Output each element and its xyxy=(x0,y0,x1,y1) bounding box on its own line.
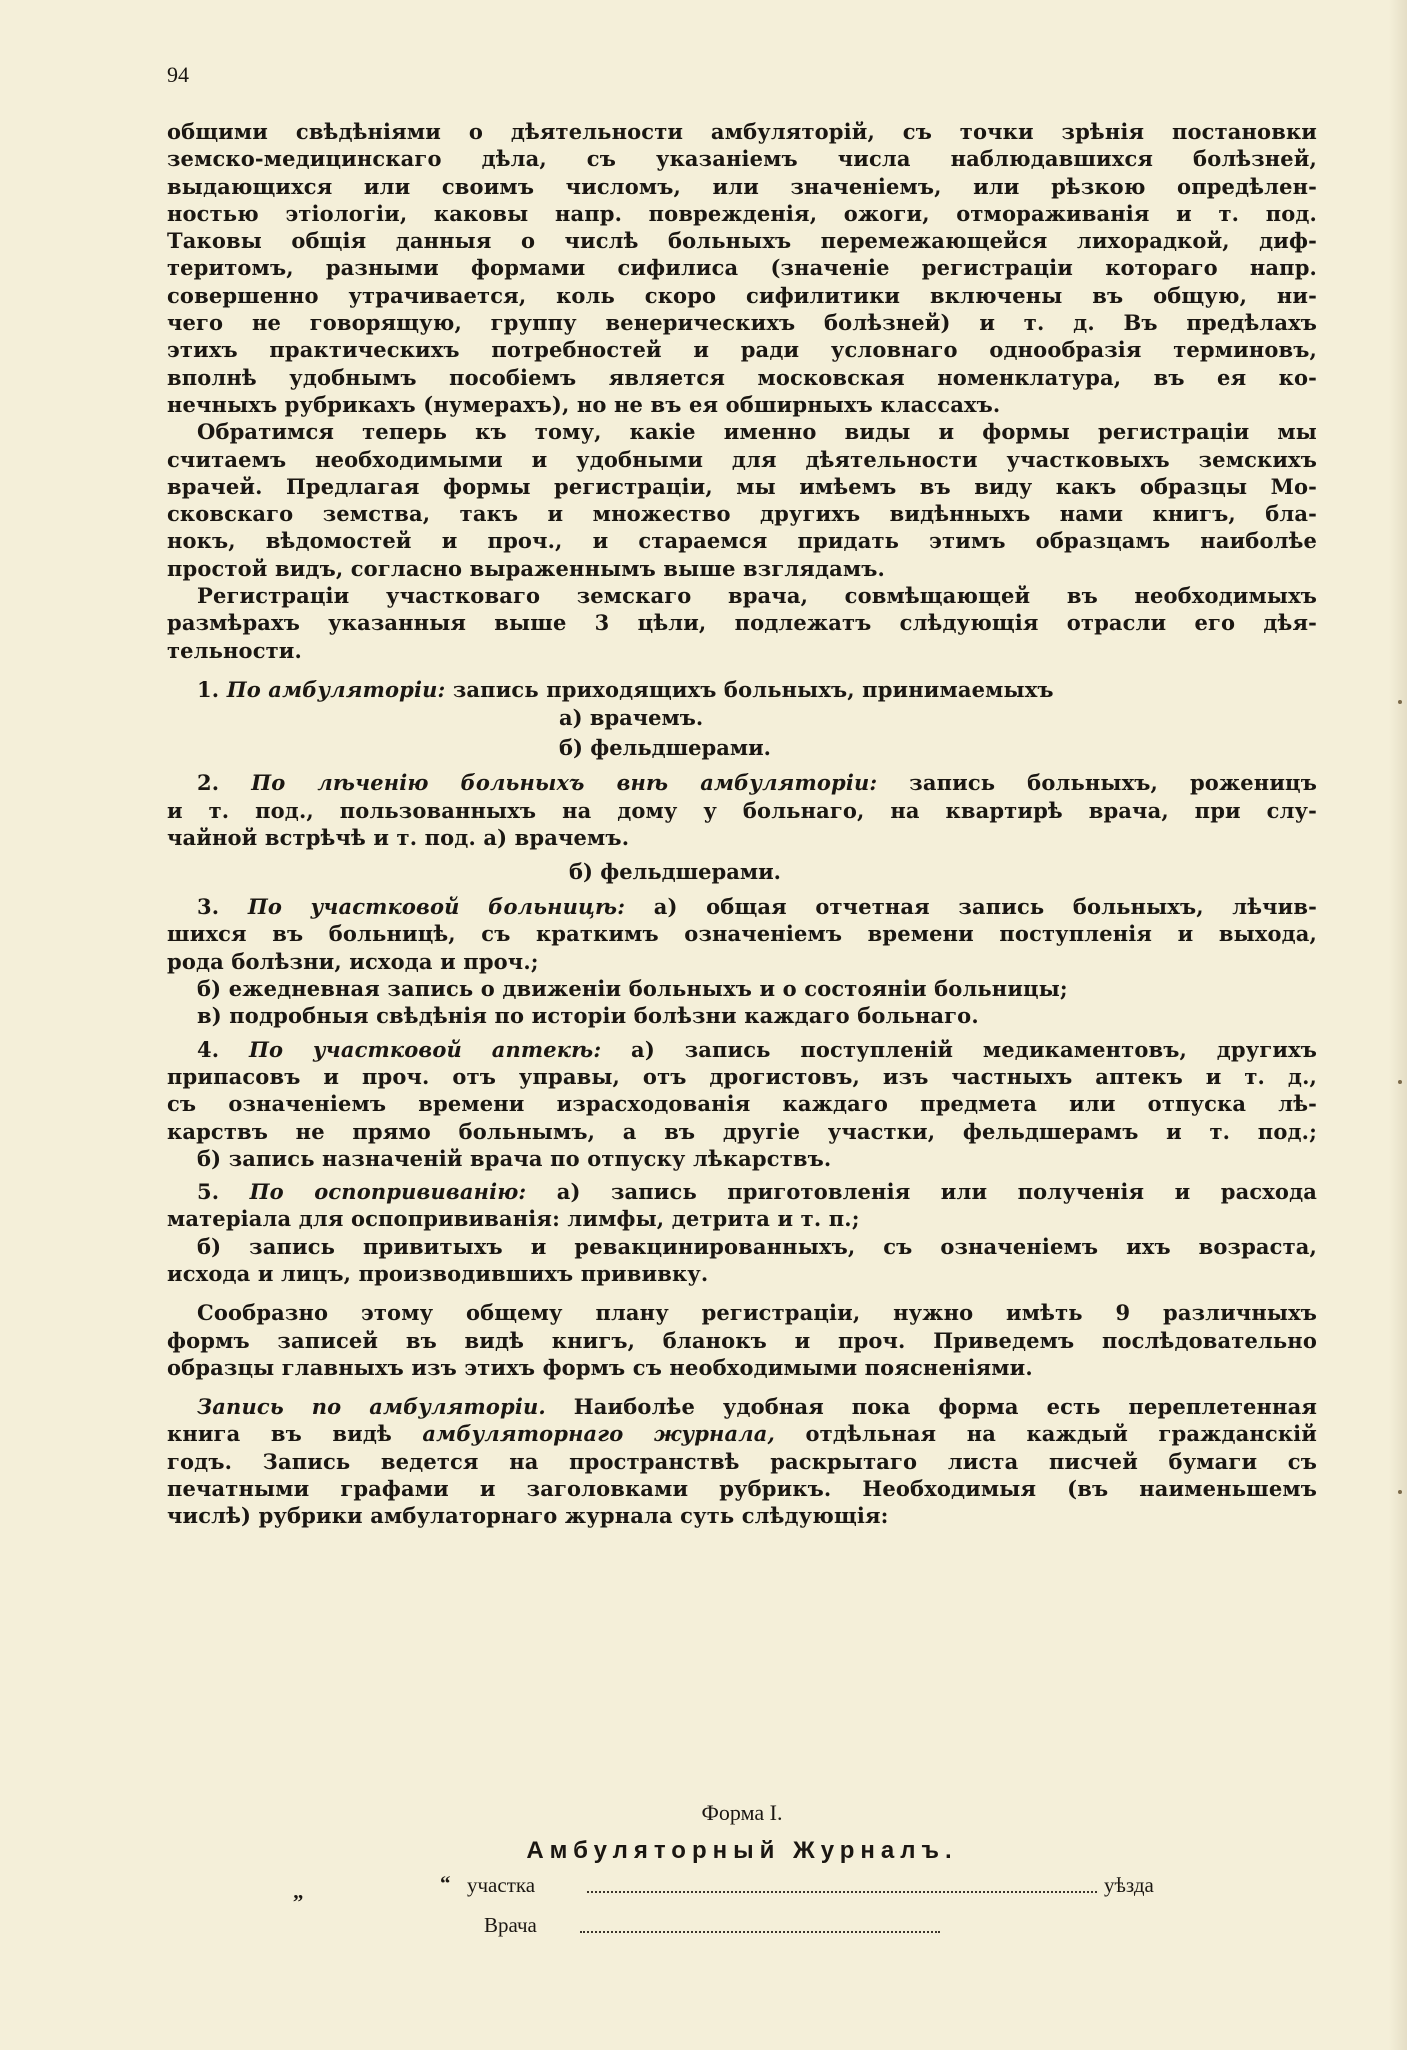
text-line: вполнѣ удобнымъ пособіемъ является московская номенклатура, въ ея ко- xyxy=(167,364,1317,390)
paragraph-3 xyxy=(167,582,1317,664)
item-title: По участковой больницѣ: xyxy=(247,894,626,920)
text-run: Наиболѣе удобная пока форма есть переплетенная xyxy=(545,1394,1317,1420)
text-line: шихся въ больницѣ, съ краткимъ означеніемъ времени поступленія и выхода, xyxy=(167,921,1317,947)
paragraph-4 xyxy=(167,1299,1317,1381)
doctor-dotted-line xyxy=(580,1931,940,1933)
list-item-2 xyxy=(167,769,1317,887)
text-line: считаемъ необходимыми и удобными для дѣятельности участковыхъ земскихъ xyxy=(167,446,1317,472)
text-line xyxy=(167,676,1317,703)
text-line: земско-медицинскаго дѣла, съ указаніемъ числа наблюдавшихся болѣзней, xyxy=(167,146,1317,172)
text-line: сковскаго земства, такъ и множество другихъ видѣнныхъ нами книгъ, бла- xyxy=(167,501,1317,527)
text-line: Обратимся теперь къ тому, какіе именно виды и формы регистраціи мы xyxy=(197,419,1317,445)
text-line: образцы главныхъ изъ этихъ формъ съ необходимыми поясненіями. xyxy=(167,1354,1033,1380)
text-line: выдающихся или своимъ числомъ, или значеніемъ, или рѣзкою опредѣлен- xyxy=(167,173,1317,199)
item-number: 3. xyxy=(197,894,220,920)
text-line: и т. под., пользованныхъ на дому у больнаго, на квартирѣ врача, при слу- xyxy=(167,797,1317,823)
text-line xyxy=(167,1420,1317,1447)
doctor-field-row xyxy=(167,1911,1317,1951)
text-line: теритомъ, разными формами сифилиса (значеніе регистраціи котораго напр. xyxy=(167,255,1317,281)
sub-item-b: б) запись привитыхъ и ревакцинированныхъ, съ означеніемъ ихъ возраста, xyxy=(197,1233,1317,1259)
text-line: годъ. Запись ведется на пространствѣ раскрытаго листа писчей бумаги съ xyxy=(167,1448,1317,1474)
text-line: исхода и лицъ, производившихъ прививку. xyxy=(167,1260,709,1286)
scan-speck xyxy=(1398,700,1402,704)
form-title: Форма I. xyxy=(701,1800,783,1825)
text-run: отдѣльная на каждый гражданскій xyxy=(774,1421,1317,1447)
sub-item-b: б) фельдшерами. xyxy=(569,859,781,885)
text-line xyxy=(167,1393,1317,1420)
form-template xyxy=(167,1795,1317,1951)
text-line: печатными графами и заголовками рубрикъ. Необходимыя (въ наименьшемъ xyxy=(167,1476,1317,1502)
item-text: а) общая отчетная запись больныхъ, лѣчив- xyxy=(625,894,1317,920)
uezd-label: уѣзда xyxy=(1104,1873,1154,1897)
sub-item-a: а) врачемъ. xyxy=(559,705,704,731)
item-number: 1. xyxy=(197,676,220,702)
text-line: простой видъ, согласно выраженнымъ выше взглядамъ. xyxy=(167,555,885,581)
paragraph-5 xyxy=(167,1393,1317,1529)
sub-item-b: б) запись назначеній врача по отпуску лѣкарствъ. xyxy=(197,1145,832,1171)
text-line: чайной встрѣчѣ и т. под. а) врачемъ. xyxy=(167,824,630,850)
journal-title: Амбуляторный Журналъ. xyxy=(526,1837,958,1864)
text-line xyxy=(167,769,1317,796)
item-number: 5. xyxy=(197,1179,220,1205)
page-number: 94 xyxy=(167,62,189,87)
text-line: нечныхъ рубрикахъ (нумерахъ), но не въ ея обширныхъ классахъ. xyxy=(167,391,1001,417)
text-line: тельности. xyxy=(167,637,302,663)
item-number: 4. xyxy=(197,1036,220,1062)
text-line xyxy=(167,1178,1317,1205)
list-item-1 xyxy=(167,676,1317,763)
text-line: ностью этіологіи, каковы напр. поврежденія, ожоги, отмораживанія и т. под. xyxy=(167,200,1317,226)
item-title: По лѣченію больныхъ внѣ амбуляторіи: xyxy=(251,770,878,796)
text-line: съ означеніемъ времени израсходованія каждаго предмета или отпуска лѣ- xyxy=(167,1091,1317,1117)
item-title: По оспопрививанію: xyxy=(249,1179,527,1205)
sub-item-b: б) ежедневная запись о движеніи больныхъ и о состояніи больницы; xyxy=(197,976,1068,1002)
doctor-label: Врача xyxy=(484,1913,537,1937)
text-line: припасовъ и проч. отъ управы, отъ дрогистовъ, изъ частныхъ аптекъ и т. д., xyxy=(167,1063,1317,1089)
paragraph-2 xyxy=(167,418,1317,582)
text-line: врачей. Предлагая формы регистраціи, мы имѣемъ въ виду какъ образцы Мо- xyxy=(167,473,1317,499)
text-line: числѣ) рубрики амбулаторнаго журнала суть слѣдующія: xyxy=(167,1503,889,1529)
text-line: этихъ практическихъ потребностей и ради условнаго однообразія терминовъ, xyxy=(167,337,1317,363)
page-edge-shadow xyxy=(1389,0,1407,2050)
open-quote: „ xyxy=(293,1879,304,1903)
emphasis-text: амбуляторнаго журнала, xyxy=(422,1421,775,1447)
district-dotted-line xyxy=(587,1891,1097,1893)
item-number: 2. xyxy=(197,770,220,796)
paragraph-1 xyxy=(167,118,1317,418)
item-title: По участковой аптекѣ: xyxy=(249,1036,602,1062)
sub-item-b: б) фельдшерами. xyxy=(559,735,771,761)
text-line xyxy=(167,1036,1317,1063)
item-text: а) запись поступленій медикаментовъ, другихъ xyxy=(601,1036,1317,1062)
text-line: общими свѣдѣніями о дѣятельности амбуляторій, съ точки зрѣнія постановки xyxy=(167,119,1317,144)
text-line: размѣрахъ указанныя выше 3 цѣли, подлежатъ слѣдующія отрасли его дѣя- xyxy=(167,610,1317,636)
item-text: запись больныхъ, роженицъ xyxy=(877,770,1317,796)
text-line: чего не говорящую, группу венерическихъ болѣзней) и т. д. Въ предѣлахъ xyxy=(167,310,1317,336)
body-text xyxy=(167,118,1317,1530)
list-item-4 xyxy=(167,1036,1317,1172)
text-line: Таковы общія данныя о числѣ больныхъ перемежающейся лихорадкой, диф- xyxy=(167,228,1317,254)
text-line xyxy=(167,893,1317,920)
item-text: а) запись приготовленія или полученія и расхода xyxy=(526,1179,1317,1205)
district-field-row xyxy=(167,1871,1317,1911)
district-label: участка xyxy=(467,1873,536,1897)
section-title: Запись по амбуляторіи. xyxy=(197,1394,546,1420)
text-line: совершенно утрачивается, коль скоро сифилитики включены въ общую, ни- xyxy=(167,282,1317,308)
scan-speck xyxy=(1398,1490,1402,1494)
item-title: По амбуляторіи: xyxy=(226,676,446,702)
scan-speck xyxy=(1398,1080,1402,1084)
list-item-5 xyxy=(167,1178,1317,1287)
item-text: запись приходящихъ больныхъ, принимаемыхъ xyxy=(445,676,1054,702)
text-line: Сообразно этому общему плану регистраціи, нужно имѣть 9 различныхъ xyxy=(197,1300,1317,1326)
text-run: книга въ видѣ xyxy=(167,1421,423,1447)
text-line: формъ записей въ видѣ книгъ, бланокъ и проч. Приведемъ послѣдовательно xyxy=(167,1327,1317,1353)
text-line: матеріала для оспопрививанія: лимфы, детрита и т. п.; xyxy=(167,1206,860,1232)
sub-item-c: в) подробныя свѣдѣнія по исторіи болѣзни каждаго больнаго. xyxy=(197,1003,979,1029)
text-line: карствъ не прямо больнымъ, а въ другіе участки, фельдшерамъ и т. под.; xyxy=(167,1118,1317,1144)
text-line: рода болѣзни, исхода и проч.; xyxy=(167,948,539,974)
text-line: Регистраціи участковаго земскаго врача, совмѣщающей въ необходимыхъ xyxy=(197,583,1317,609)
close-quote: “ xyxy=(440,1871,451,1895)
text-line: нокъ, вѣдомостей и проч., и стараемся придать этимъ образцамъ наиболѣе xyxy=(167,528,1317,554)
list-item-3 xyxy=(167,893,1317,1029)
